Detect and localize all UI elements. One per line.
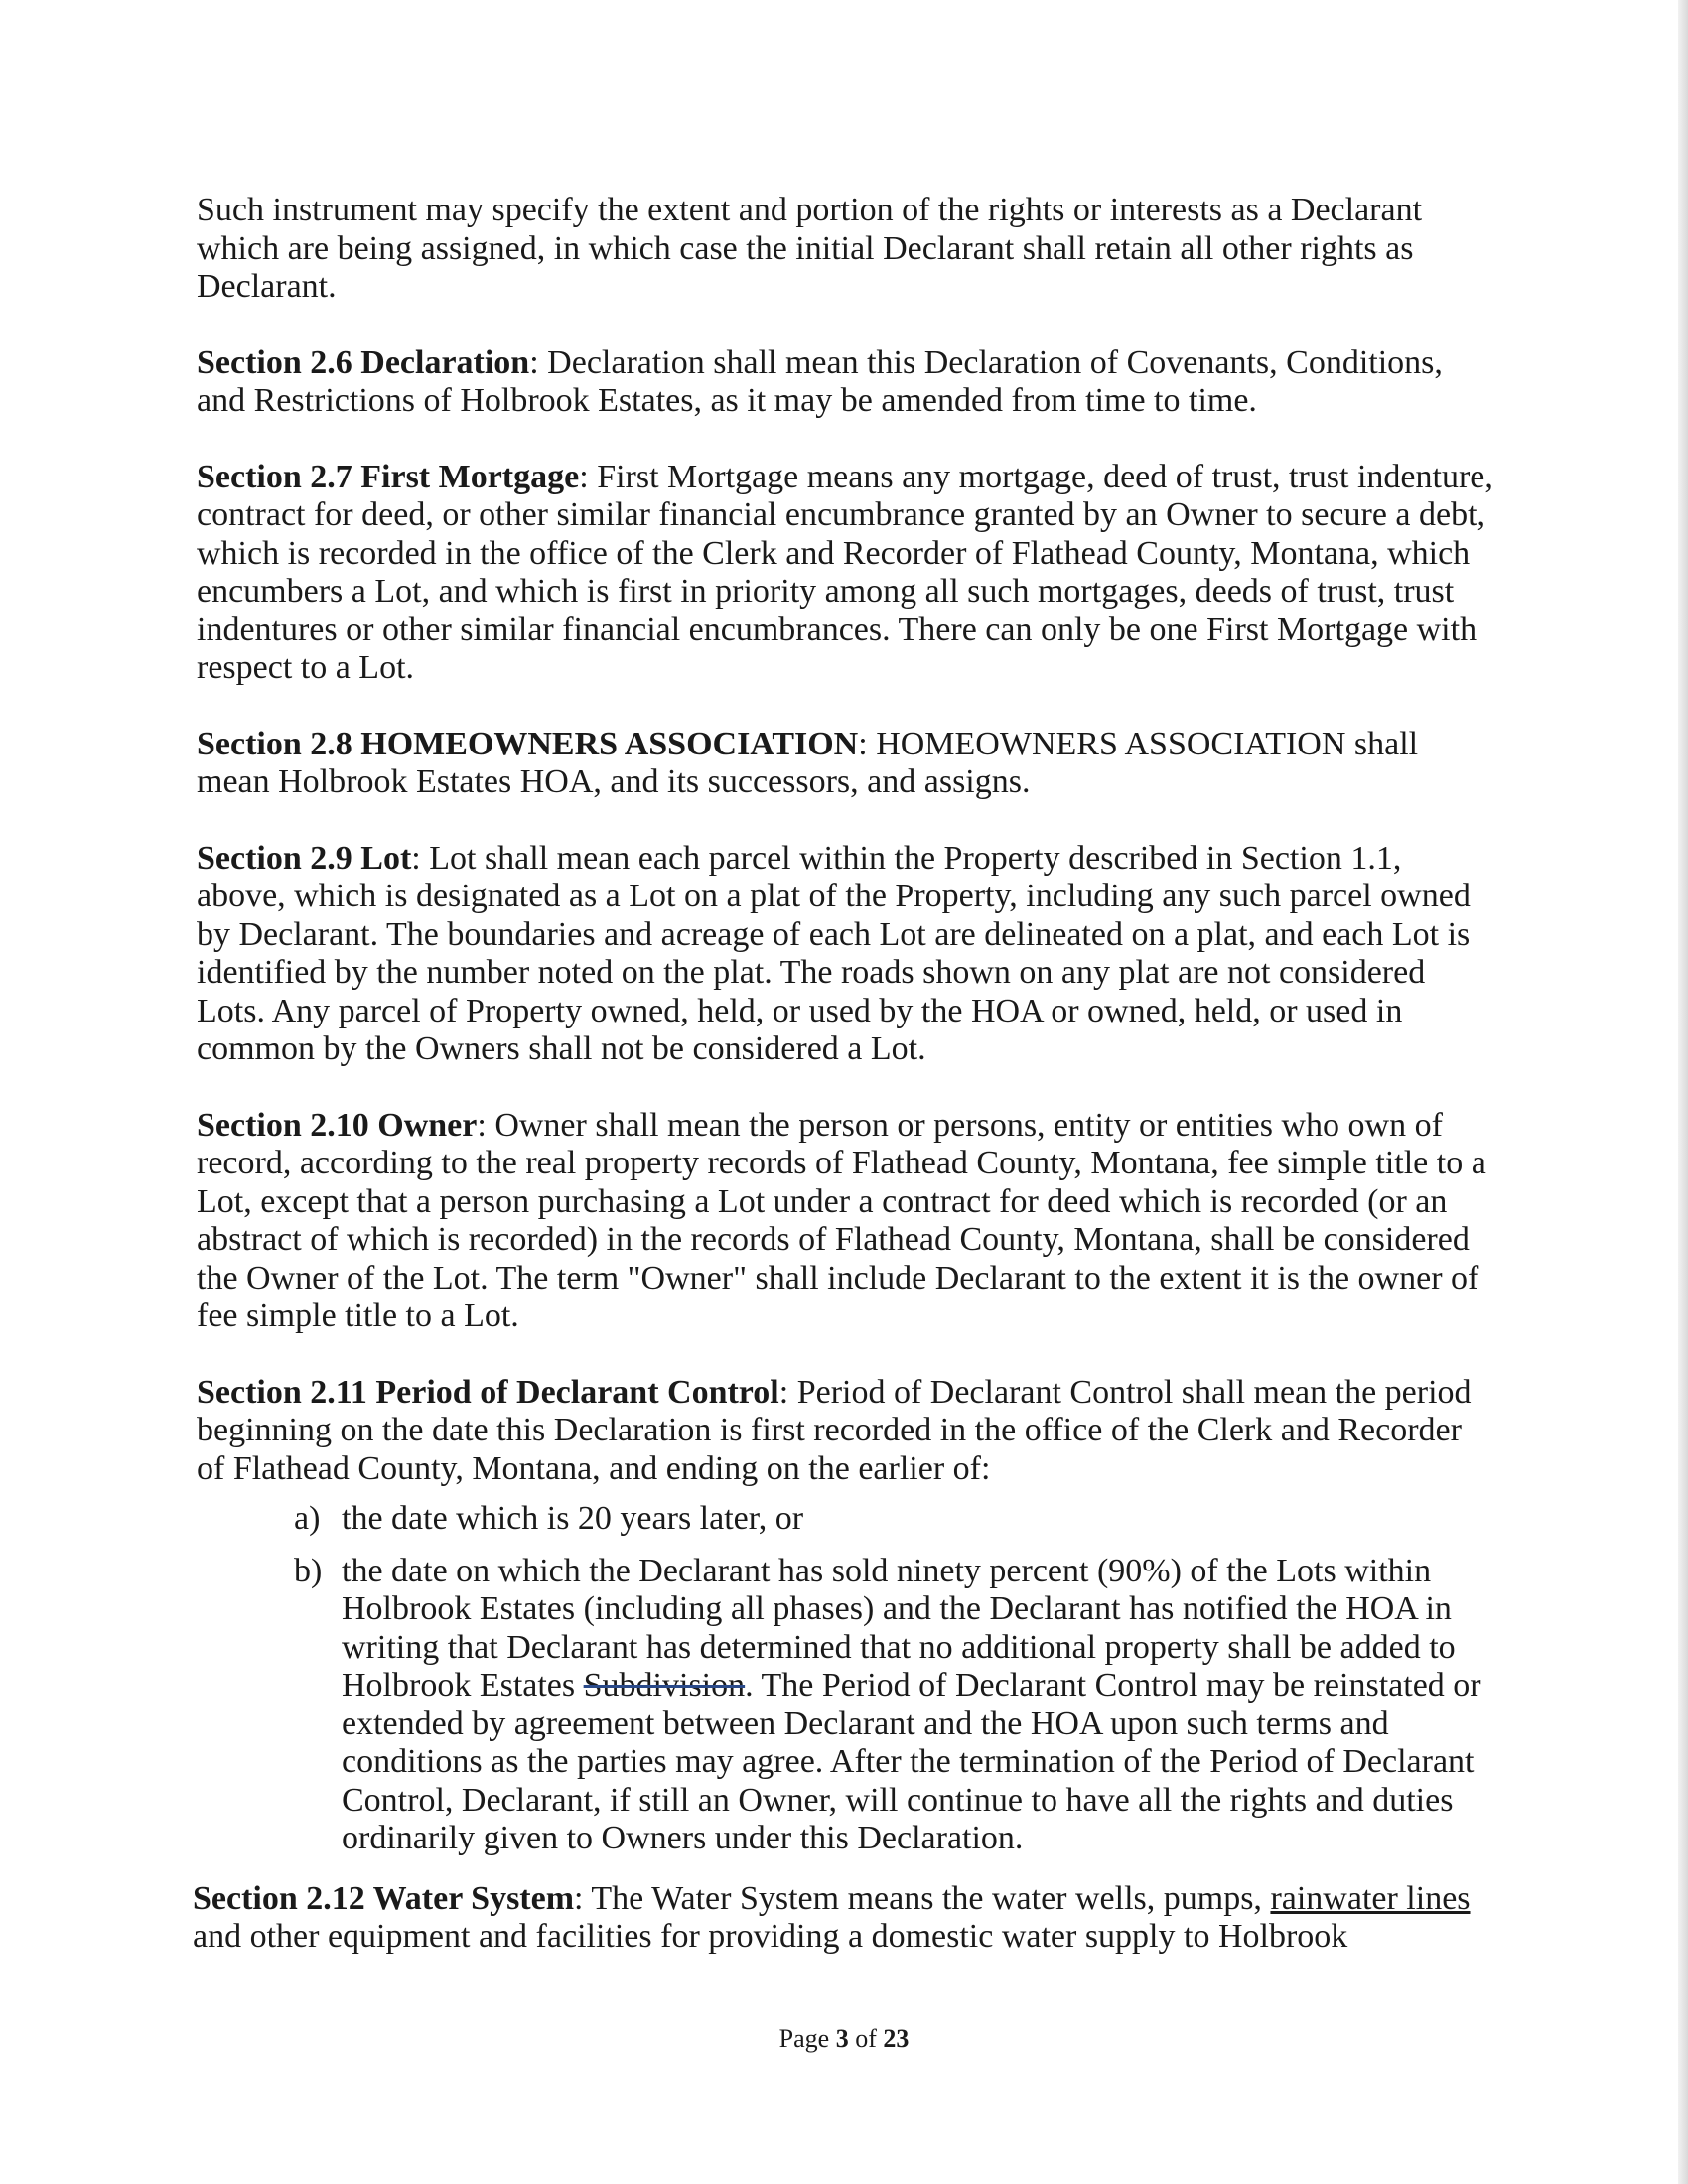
section-body: Period of Declarant Control shall mean the period beginning on the date this Declaration is first recorded in the office of the Clerk and Recorder of Flathead County, Montana, and ending on the earlier of: <box>197 1373 1472 1487</box>
list-item-text-continued: . The Period of Declarant Control may be reinstated or extended by agreement between Declarant and the HOA upon such terms and conditions as the parties may agree. After the termination of the Period of Declarant Control, Declarant, if still an Owner, will continue to have all the rights and duties ordinarily given to Owners under this Declaration. <box>342 1667 1481 1856</box>
section-body: Owner shall mean the person or persons, entity or entities who own of record, according to the real property records of Flathead County, Montana, fee simple title to a Lot, except that a person purchasing a Lot under a contract for deed which is recorded (or an abstract of which is recorded) in the records of Flathead County, Montana, shall be considered the Owner of the Lot. The term "Owner" shall include Declarant to the extent it is the owner of fee simple title to a Lot. <box>197 1106 1486 1334</box>
section-body-continued: and other equipment and facilities for providing a domestic water supply to Holbrook <box>193 1918 1348 1955</box>
page-number: 3 <box>835 2024 849 2053</box>
section-2-12: Section 2.12 Water System: The Water System means the water wells, pumps, rainwater lines and other equipment and facilities for providing a domestic water supply to Holbrook <box>193 1879 1471 1955</box>
underlined-text: rainwater lines <box>1270 1879 1471 1917</box>
section-heading: Section 2.11 Period of Declarant Control <box>197 1373 779 1411</box>
section-heading: Section 2.6 Declaration <box>197 343 530 381</box>
struck-text: Subdivision <box>583 1667 746 1704</box>
section-2-6: Section 2.6 Declaration: Declaration shall mean this Declaration of Covenants, Conditions, and Restrictions of Holbrook Estates, as it may be amended from time to time. <box>197 343 1443 419</box>
scan-edge <box>1678 0 1688 2184</box>
page-label: Page <box>778 2024 830 2053</box>
list-item-text: the date on which the Declarant has sold ninety percent (90%) of the Lots within Holbrook Estates (including all phases) and the Declarant has notified the HOA in writing that Declarant has determined that no additional property shall be added to Holbrook Estates <box>342 1552 1456 1704</box>
section-heading: Section 2.8 HOMEOWNERS ASSOCIATION <box>197 725 859 762</box>
section-2-11: Section 2.11 Period of Declarant Control: Period of Declarant Control shall mean the period beginning on the date this Declaration is first recorded in the office of the Clerk and Recorder of Flathead County, Montana, and ending on the earlier of: <box>197 1373 1472 1487</box>
of-label: of <box>855 2024 877 2053</box>
list-marker: b) <box>294 1552 323 1589</box>
list-item <box>197 1500 1497 1539</box>
section-2-10: Section 2.10 Owner: Owner shall mean the person or persons, entity or entities who own of record, according to the real property records of Flathead County, Montana, fee simple title to a Lot, except that a person purchasing a Lot under a contract for deed which is recorded (or an abstract of which is recorded) in the records of Flathead County, Montana, shall be considered the Owner of the Lot. The term "Owner" shall include Declarant to the extent it is the owner of fee simple title to a Lot. <box>197 1106 1486 1334</box>
section-body: HOMEOWNERS ASSOCIATION shall mean Holbrook Estates HOA, and its successors, and assigns. <box>197 725 1419 800</box>
section-heading: Section 2.9 Lot <box>197 839 412 877</box>
page-footer <box>0 2024 1688 2054</box>
intro-paragraph: Such instrument may specify the extent and portion of the rights or interests as a Declarant which are being assigned, in which case the initial Declarant shall retain all other rights as Declarant. <box>197 192 1423 305</box>
section-heading: Section 2.10 Owner <box>197 1106 478 1144</box>
section-body: First Mortgage means any mortgage, deed of trust, trust indenture, contract for deed, or other similar financial encumbrance granted by an Owner to secure a debt, which is recorded in the office of the Clerk and Recorder of Flathead County, Montana, which encumbers a Lot, and which is first in priority among all such mortgages, deeds of trust, trust indentures or other similar financial encumbrances. There can only be one First Mortgage with respect to a Lot. <box>197 458 1493 686</box>
list-marker: a) <box>294 1500 321 1537</box>
section-2-9: Section 2.9 Lot: Lot shall mean each parcel within the Property described in Section 1.1, above, which is designated as a Lot on a plat of the Property, including any such parcel owned by Declarant. The boundaries and acreage of each Lot are delineated on a plat, and each Lot is identified by the number noted on the plat. The roads shown on any plat are not considered Lots. Any parcel of Property owned, held, or used by the HOA or owned, held, or used in common by the Owners shall not be considered a Lot. <box>197 839 1471 1067</box>
list-item <box>197 1553 1497 1858</box>
section-heading: Section 2.7 First Mortgage <box>197 458 580 495</box>
section-heading: Section 2.12 Water System <box>193 1879 575 1917</box>
list-item-text: the date which is 20 years later, or <box>342 1500 804 1537</box>
section-body: Lot shall mean each parcel within the Property described in Section 1.1, above, which is designated as a Lot on a plat of the Property, including any such parcel owned by Declarant. The boundaries and acreage of each Lot are delineated on a plat, and each Lot is identified by the number noted on the plat. The roads shown on any plat are not considered Lots. Any parcel of Property owned, held, or used by the HOA or owned, held, or used in common by the Owners shall not be considered a Lot. <box>197 839 1471 1067</box>
total-pages: 23 <box>883 2024 910 2053</box>
section-2-7: Section 2.7 First Mortgage: First Mortgage means any mortgage, deed of trust, trust indenture, contract for deed, or other similar financial encumbrance granted by an Owner to secure a debt, which is recorded in the office of the Clerk and Recorder of Flathead County, Montana, which encumbers a Lot, and which is first in priority among all such mortgages, deeds of trust, trust indentures or other similar financial encumbrances. There can only be one First Mortgage with respect to a Lot. <box>197 458 1493 686</box>
declarant-control-list <box>197 1500 1497 1858</box>
section-body: Declaration shall mean this Declaration of Covenants, Conditions, and Restrictions of Holbrook Estates, as it may be amended from time to time. <box>197 343 1443 419</box>
section-2-8: Section 2.8 HOMEOWNERS ASSOCIATION: HOMEOWNERS ASSOCIATION shall mean Holbrook Estates HOA, and its successors, and assigns. <box>197 725 1419 800</box>
document-body <box>193 192 1497 1994</box>
section-body: The Water System means the water wells, pumps, <box>591 1879 1262 1917</box>
